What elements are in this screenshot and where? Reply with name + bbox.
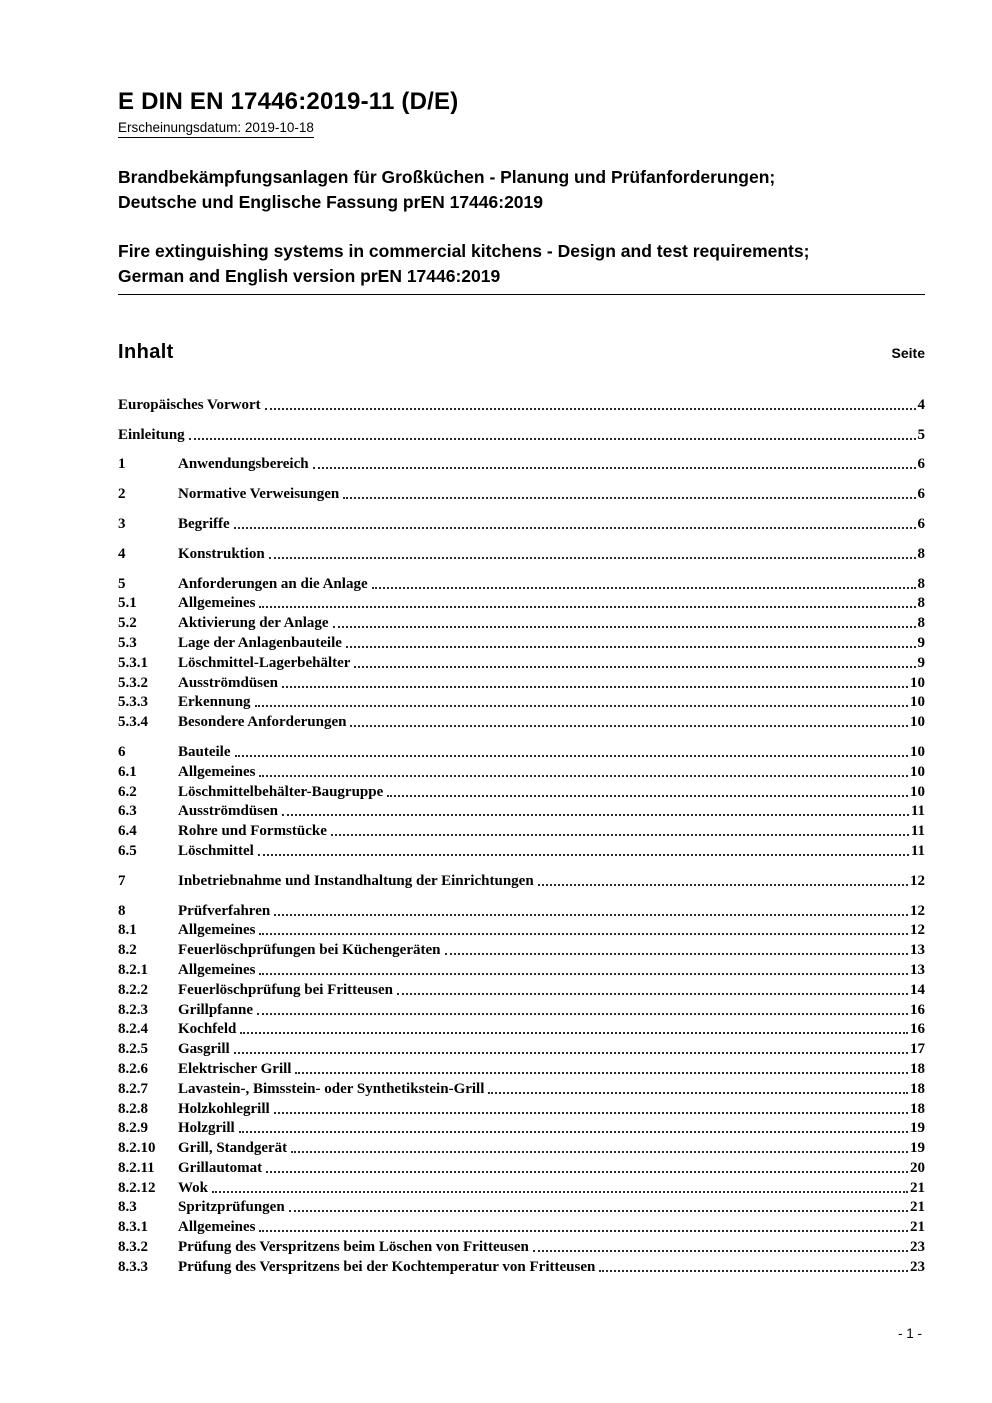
toc-dotted-leader (387, 795, 908, 797)
toc-entry-number: 6.3 (118, 803, 137, 820)
toc-dotted-leader (488, 1092, 908, 1094)
toc-entry-title: Grill, Standgerät (178, 1140, 288, 1157)
toc-dotted-leader (282, 686, 908, 688)
toc-dotted-leader (291, 1151, 908, 1153)
toc-entry (118, 840, 925, 860)
toc-entry (118, 761, 925, 781)
toc-entry-title: Prüfverfahren (178, 902, 271, 919)
toc-entry (118, 1216, 925, 1236)
toc-entry-title: Allgemeines (178, 763, 256, 780)
toc-entry-title: Prüfung des Verspritzens bei der Kochtemperatur von Fritteusen (178, 1258, 596, 1275)
toc-entry-page: 21 (910, 1219, 925, 1236)
publication-date-row (118, 116, 925, 138)
toc-entry-title: Allgemeines (178, 961, 256, 978)
toc-entry-title: Lage der Anlagenbauteile (178, 634, 342, 651)
toc-entry-number: 5.3.2 (118, 674, 148, 691)
toc-entry-number: 8.3.3 (118, 1258, 148, 1275)
publication-date: Erscheinungsdatum: 2019-10-18 (118, 119, 314, 138)
toc-entry-number: 8.2.4 (118, 1021, 148, 1038)
toc-entry-page: 10 (910, 743, 925, 760)
toc-entry-page: 23 (910, 1239, 925, 1256)
toc-entry-number: 5 (118, 575, 126, 592)
title-german-line1: Brandbekämpfungsanlagen für Großküchen - Planung und Prüfanforderungen; (118, 167, 776, 187)
toc-dotted-leader (259, 933, 908, 935)
toc-entry-number: 7 (118, 872, 126, 889)
toc-entry (118, 870, 925, 890)
toc-entry-title: Ausströmdüsen (178, 674, 279, 691)
toc-entry-page: 8 (917, 615, 925, 632)
toc-entry-number: 8.2 (118, 942, 137, 959)
toc-dotted-leader (274, 1112, 908, 1114)
toc-dotted-leader (333, 626, 916, 628)
toc-heading: Inhalt (118, 341, 174, 363)
toc-entry-title: Lavastein-, Bimsstein- oder Synthetikstein-Grill (178, 1080, 485, 1097)
toc-entry-number: 6.1 (118, 763, 137, 780)
toc-entry (118, 979, 925, 999)
toc-entry-title: Anforderungen an die Anlage (178, 575, 368, 592)
toc-entry-title: Löschmittel-Lagerbehälter (178, 654, 351, 671)
page-content (118, 0, 925, 1276)
toc-entry-page: 14 (910, 981, 925, 998)
toc-entry-number: 6 (118, 743, 126, 760)
toc-page-column-label: Seite (891, 345, 925, 361)
toc-entry (118, 652, 925, 672)
toc-entry-number: 8.2.12 (118, 1179, 156, 1196)
title-english-block (118, 239, 925, 295)
toc-entry-number: 5.3.1 (118, 654, 148, 671)
toc-entry (118, 692, 925, 712)
toc-entry-title: Holzkohlegrill (178, 1100, 270, 1117)
toc-entry-page: 20 (910, 1159, 925, 1176)
title-german-line2: Deutsche und Englische Fassung prEN 17446:2019 (118, 192, 544, 212)
toc-dotted-leader (257, 1013, 908, 1015)
toc-dotted-leader (282, 814, 909, 816)
toc-entry-page: 19 (910, 1120, 925, 1137)
toc-entry-number: 8.2.5 (118, 1041, 148, 1058)
toc-dotted-leader (189, 438, 916, 440)
toc-entry-number: 8 (118, 902, 126, 919)
toc-entry-title: Inbetriebnahme und Instandhaltung der Einrichtungen (178, 872, 534, 889)
toc-entry-page: 11 (910, 842, 925, 859)
toc-dotted-leader (255, 705, 908, 707)
toc-entry (118, 394, 925, 414)
toc-entry-number: 8.2.1 (118, 961, 148, 978)
toc-entry-page: 6 (917, 515, 925, 532)
toc-entry (118, 801, 925, 821)
toc-entry (118, 593, 925, 613)
toc-dotted-leader (350, 725, 908, 727)
toc-entry (118, 1256, 925, 1276)
table-of-contents (118, 394, 925, 1276)
toc-entry-page: 12 (910, 922, 925, 939)
toc-dotted-leader (331, 834, 909, 836)
toc-entry-page: 10 (910, 674, 925, 691)
toc-dotted-leader (538, 884, 908, 886)
toc-entry-page: 10 (910, 783, 925, 800)
toc-entry-page: 8 (917, 575, 925, 592)
toc-dotted-leader (212, 1191, 908, 1193)
title-german-block (118, 165, 925, 215)
toc-entry-number: 1 (118, 456, 126, 473)
toc-dotted-leader (372, 587, 916, 589)
toc-entry (118, 1038, 925, 1058)
toc-entry-title: Ausströmdüsen (178, 803, 279, 820)
toc-entry-title: Wok (178, 1179, 209, 1196)
toc-entry-title: Prüfung des Verspritzens beim Löschen von Fritteusen (178, 1239, 529, 1256)
toc-entry-page: 6 (917, 456, 925, 473)
toc-entry-number: 3 (118, 515, 126, 532)
toc-entry-title: Gasgrill (178, 1041, 230, 1058)
toc-entry (118, 1197, 925, 1217)
toc-entry (118, 959, 925, 979)
toc-entry-page: 9 (917, 654, 925, 671)
toc-entry-page: 9 (917, 634, 925, 651)
toc-entry-title: Elektrischer Grill (178, 1060, 292, 1077)
toc-header (118, 341, 925, 364)
toc-entry-page: 10 (910, 694, 925, 711)
toc-entry-page: 5 (917, 426, 925, 443)
toc-dotted-leader (240, 1032, 908, 1034)
toc-entry (118, 741, 925, 761)
toc-dotted-leader (266, 1171, 908, 1173)
toc-entry (118, 424, 925, 444)
toc-entry (118, 939, 925, 959)
toc-entry-title: Normative Verweisungen (178, 486, 340, 503)
toc-entry-page: 4 (917, 396, 925, 413)
toc-entry-number: 5.2 (118, 615, 137, 632)
toc-entry (118, 632, 925, 652)
toc-dotted-leader (346, 646, 916, 648)
toc-entry-number: 5.3.3 (118, 694, 148, 711)
toc-dotted-leader (259, 1230, 908, 1232)
toc-entry (118, 999, 925, 1019)
toc-entry-page: 21 (910, 1199, 925, 1216)
toc-entry-title: Kochfeld (178, 1021, 237, 1038)
toc-entry-title: Bauteile (178, 743, 231, 760)
toc-entry-number: 2 (118, 486, 126, 503)
toc-entry-page: 23 (910, 1258, 925, 1275)
toc-entry (118, 1078, 925, 1098)
toc-dotted-leader (234, 1052, 908, 1054)
toc-entry-page: 8 (917, 545, 925, 562)
toc-dotted-leader (269, 557, 916, 559)
toc-entry-page: 8 (917, 595, 925, 612)
toc-dotted-leader (259, 973, 908, 975)
toc-entry-title: Konstruktion (178, 545, 265, 562)
toc-entry-number: 8.3 (118, 1199, 137, 1216)
toc-entry-page: 19 (910, 1140, 925, 1157)
toc-dotted-leader (445, 953, 909, 955)
toc-entry (118, 1118, 925, 1138)
toc-entry-title: Einleitung (118, 426, 185, 443)
toc-entry-title: Anwendungsbereich (178, 456, 309, 473)
toc-entry-title: Holzgrill (178, 1120, 235, 1137)
toc-dotted-leader (295, 1072, 908, 1074)
toc-entry-page: 13 (910, 961, 925, 978)
toc-entry-page: 12 (910, 872, 925, 889)
toc-entry-number: 8.2.6 (118, 1060, 148, 1077)
toc-entry-page: 12 (910, 902, 925, 919)
toc-entry (118, 711, 925, 731)
toc-entry (118, 483, 925, 503)
toc-dotted-leader (289, 1210, 908, 1212)
toc-entry-number: 5.1 (118, 595, 137, 612)
toc-entry-page: 13 (910, 942, 925, 959)
toc-dotted-leader (343, 497, 915, 499)
toc-entry (118, 543, 925, 563)
toc-entry (118, 672, 925, 692)
toc-entry-title: Grillpfanne (178, 1001, 254, 1018)
toc-dotted-leader (235, 755, 909, 757)
toc-entry (118, 1058, 925, 1078)
toc-entry-number: 8.2.8 (118, 1100, 148, 1117)
toc-entry (118, 1177, 925, 1197)
toc-dotted-leader (274, 914, 908, 916)
toc-dotted-leader (354, 666, 915, 668)
toc-entry (118, 900, 925, 920)
toc-entry-title: Allgemeines (178, 1219, 256, 1236)
toc-dotted-leader (533, 1250, 908, 1252)
toc-entry (118, 1157, 925, 1177)
toc-entry-number: 8.2.2 (118, 981, 148, 998)
toc-entry-number: 8.2.3 (118, 1001, 148, 1018)
toc-entry-title: Aktivierung der Anlage (178, 615, 329, 632)
toc-entry-number: 8.2.11 (118, 1159, 155, 1176)
toc-entry (118, 820, 925, 840)
toc-entry (118, 573, 925, 593)
toc-entry-page: 18 (910, 1100, 925, 1117)
toc-entry-page: 18 (910, 1080, 925, 1097)
toc-entry-page: 11 (910, 823, 925, 840)
toc-entry-number: 8.3.2 (118, 1239, 148, 1256)
toc-entry-page: 6 (917, 486, 925, 503)
toc-entry-title: Rohre und Formstücke (178, 823, 327, 840)
toc-dotted-leader (259, 775, 908, 777)
toc-entry-page: 18 (910, 1060, 925, 1077)
toc-entry-number: 6.5 (118, 842, 137, 859)
toc-entry-page: 11 (910, 803, 925, 820)
toc-entry (118, 454, 925, 474)
toc-entry-title: Feuerlöschprüfung bei Fritteusen (178, 981, 393, 998)
toc-dotted-leader (239, 1131, 908, 1133)
toc-entry-number: 5.3.4 (118, 714, 148, 731)
toc-entry-number: 8.3.1 (118, 1219, 148, 1236)
toc-dotted-leader (265, 408, 916, 410)
toc-entry-number: 6.2 (118, 783, 137, 800)
toc-entry-page: 21 (910, 1179, 925, 1196)
toc-entry-number: 8.1 (118, 922, 137, 939)
toc-entry-number: 4 (118, 545, 126, 562)
toc-dotted-leader (258, 854, 909, 856)
toc-entry-title: Besondere Anforderungen (178, 714, 347, 731)
document-id: E DIN EN 17446:2019-11 (D/E) (118, 88, 459, 115)
toc-entry-page: 10 (910, 763, 925, 780)
toc-entry-number: 8.2.10 (118, 1140, 156, 1157)
toc-dotted-leader (599, 1270, 908, 1272)
toc-entry-title: Grillautomat (178, 1159, 263, 1176)
toc-entry-number: 5.3 (118, 634, 137, 651)
toc-entry-page: 16 (910, 1021, 925, 1038)
title-english-line1: Fire extinguishing systems in commercial kitchens - Design and test requirements; (118, 241, 810, 261)
toc-entry-number: 6.4 (118, 823, 137, 840)
toc-entry-title: Europäisches Vorwort (118, 396, 261, 413)
toc-entry-page: 16 (910, 1001, 925, 1018)
toc-entry (118, 1098, 925, 1118)
toc-entry-title: Löschmittel (178, 842, 254, 859)
toc-entry (118, 612, 925, 632)
toc-entry (118, 513, 925, 533)
toc-dotted-leader (259, 606, 915, 608)
toc-entry (118, 1236, 925, 1256)
toc-entry (118, 781, 925, 801)
toc-entry (118, 920, 925, 940)
toc-entry-title: Erkennung (178, 694, 251, 711)
toc-entry-title: Löschmittelbehälter-Baugruppe (178, 783, 384, 800)
toc-entry-number: 8.2.7 (118, 1080, 148, 1097)
toc-dotted-leader (313, 467, 916, 469)
toc-entry-page: 10 (910, 714, 925, 731)
toc-entry-title: Allgemeines (178, 595, 256, 612)
toc-entry-number: 8.2.9 (118, 1120, 148, 1137)
toc-entry-page: 17 (910, 1041, 925, 1058)
toc-entry (118, 1137, 925, 1157)
toc-dotted-leader (234, 527, 916, 529)
page-number-footer: - 1 - (897, 1326, 922, 1341)
toc-entry-title: Feuerlöschprüfungen bei Küchengeräten (178, 942, 441, 959)
toc-entry-title: Allgemeines (178, 922, 256, 939)
toc-dotted-leader (397, 993, 908, 995)
title-english-line2: German and English version prEN 17446:2019 (118, 266, 501, 286)
toc-entry (118, 1019, 925, 1039)
toc-entry-title: Spritzprüfungen (178, 1199, 285, 1216)
toc-entry-title: Begriffe (178, 515, 230, 532)
